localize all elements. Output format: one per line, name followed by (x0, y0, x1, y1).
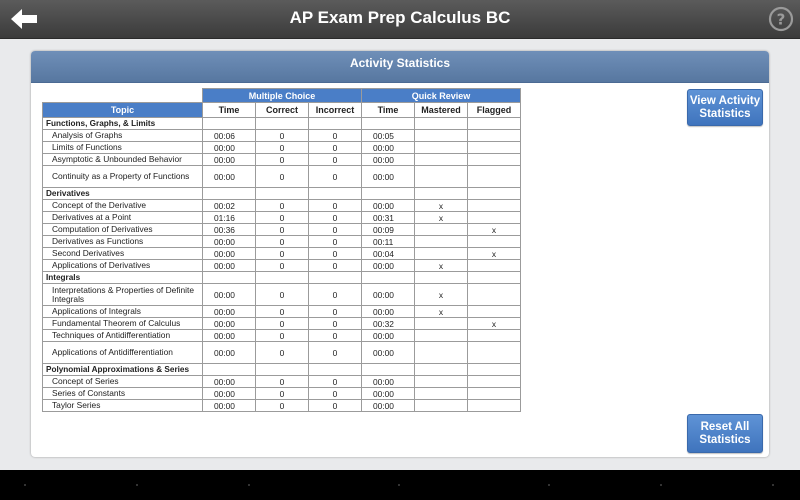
empty-cell (415, 188, 468, 200)
empty-cell (309, 118, 362, 130)
mc-time-cell: 00:00 (203, 342, 256, 364)
nav-dot (398, 484, 400, 486)
flagged-cell (468, 166, 521, 188)
qr-time-cell: 00:00 (362, 166, 415, 188)
correct-cell: 0 (256, 330, 309, 342)
qr-time-cell: 00:05 (362, 130, 415, 142)
table-row (43, 236, 521, 248)
empty-cell (309, 272, 362, 284)
empty-cell (415, 118, 468, 130)
mc-time-cell: 00:00 (203, 318, 256, 330)
incorrect-cell: 0 (309, 248, 362, 260)
incorrect-cell: 0 (309, 236, 362, 248)
correct-cell: 0 (256, 224, 309, 236)
qr-time-cell: 00:00 (362, 400, 415, 412)
flagged-cell (468, 388, 521, 400)
empty-cell (203, 272, 256, 284)
system-nav-bar (0, 470, 800, 500)
section-title: Derivatives (43, 188, 203, 200)
empty-cell (256, 118, 309, 130)
empty-cell (362, 118, 415, 130)
qr-time-cell: 00:00 (362, 142, 415, 154)
mastered-cell (415, 388, 468, 400)
topic-cell: Analysis of Graphs (43, 130, 203, 142)
mc-time-cell: 00:00 (203, 154, 256, 166)
table-row (43, 330, 521, 342)
reset-all-statistics-button[interactable]: Reset All Statistics (687, 414, 763, 453)
topic-cell: Taylor Series (43, 400, 203, 412)
mc-time-cell: 00:00 (203, 260, 256, 272)
mastered-cell (415, 130, 468, 142)
empty-cell (256, 272, 309, 284)
correct-cell: 0 (256, 388, 309, 400)
correct-cell: 0 (256, 306, 309, 318)
empty-cell (309, 188, 362, 200)
mc-time-cell: 00:00 (203, 142, 256, 154)
app-title: AP Exam Prep Calculus BC (289, 8, 511, 27)
table-row (43, 388, 521, 400)
table-row (43, 318, 521, 330)
correct-cell: 0 (256, 142, 309, 154)
mastered-cell (415, 342, 468, 364)
empty-cell (415, 272, 468, 284)
incorrect-cell: 0 (309, 212, 362, 224)
section-row (43, 364, 521, 376)
correct-cell: 0 (256, 400, 309, 412)
topic-cell: Interpretations & Properties of Definite Integrals (43, 284, 203, 306)
mc-time-cell: 00:06 (203, 130, 256, 142)
empty-cell (203, 188, 256, 200)
empty-cell (203, 364, 256, 376)
empty-cell (203, 118, 256, 130)
correct-cell: 0 (256, 342, 309, 364)
mc-time-cell: 00:00 (203, 166, 256, 188)
qr-time-cell: 00:04 (362, 248, 415, 260)
topic-cell: Continuity as a Property of Functions (43, 166, 203, 188)
correct-cell: 0 (256, 376, 309, 388)
qr-time-cell: 00:00 (362, 306, 415, 318)
mc-time-cell: 00:00 (203, 388, 256, 400)
correct-cell: 0 (256, 166, 309, 188)
topic-cell: Derivatives as Functions (43, 236, 203, 248)
mc-time-cell: 00:00 (203, 248, 256, 260)
correct-cell: 0 (256, 200, 309, 212)
topic-cell: Second Derivatives (43, 248, 203, 260)
empty-cell (415, 364, 468, 376)
mastered-cell (415, 142, 468, 154)
table-row (43, 200, 521, 212)
topic-cell: Limits of Functions (43, 142, 203, 154)
flagged-cell (468, 342, 521, 364)
flagged-cell: x (468, 318, 521, 330)
topic-cell: Applications of Antidifferentiation (43, 342, 203, 364)
incorrect-cell: 0 (309, 130, 362, 142)
topic-cell: Series of Constants (43, 388, 203, 400)
mc-time-cell: 00:00 (203, 330, 256, 342)
incorrect-cell: 0 (309, 224, 362, 236)
flagged-cell: x (468, 248, 521, 260)
incorrect-cell: 0 (309, 166, 362, 188)
mc-time-cell: 00:00 (203, 306, 256, 318)
table-row (43, 212, 521, 224)
column-header-qr-time: Time (362, 103, 415, 118)
nav-dot (248, 484, 250, 486)
table-row (43, 376, 521, 388)
empty-cell (468, 188, 521, 200)
empty-cell (309, 364, 362, 376)
group-header-quick-review: Quick Review (362, 89, 521, 103)
correct-cell: 0 (256, 212, 309, 224)
qr-time-cell: 00:32 (362, 318, 415, 330)
topic-cell: Derivatives at a Point (43, 212, 203, 224)
qr-time-cell: 00:09 (362, 224, 415, 236)
incorrect-cell: 0 (309, 376, 362, 388)
incorrect-cell: 0 (309, 154, 362, 166)
mastered-cell (415, 248, 468, 260)
flagged-cell (468, 376, 521, 388)
mastered-cell (415, 330, 468, 342)
table-row (43, 142, 521, 154)
stats-table-body (43, 118, 521, 412)
section-row (43, 188, 521, 200)
table-row (43, 154, 521, 166)
empty-cell (468, 118, 521, 130)
topic-cell: Applications of Integrals (43, 306, 203, 318)
column-header-mc-time: Time (203, 103, 256, 118)
nav-dot (660, 484, 662, 486)
card-title: Activity Statistics (31, 51, 769, 83)
qr-time-cell: 00:00 (362, 388, 415, 400)
table-row (43, 130, 521, 142)
column-header-mastered: Mastered (415, 103, 468, 118)
mastered-cell: x (415, 284, 468, 306)
view-activity-statistics-button[interactable]: View Activity Statistics (687, 89, 763, 126)
mc-time-cell: 00:00 (203, 376, 256, 388)
flagged-cell (468, 200, 521, 212)
flagged-cell: x (468, 224, 521, 236)
mastered-cell: x (415, 306, 468, 318)
table-row (43, 224, 521, 236)
correct-cell: 0 (256, 260, 309, 272)
nav-dot (136, 484, 138, 486)
topic-cell: Asymptotic & Unbounded Behavior (43, 154, 203, 166)
incorrect-cell: 0 (309, 260, 362, 272)
nav-dot (772, 484, 774, 486)
incorrect-cell: 0 (309, 342, 362, 364)
flagged-cell (468, 130, 521, 142)
correct-cell: 0 (256, 130, 309, 142)
flagged-cell (468, 154, 521, 166)
flagged-cell (468, 306, 521, 318)
table-row (43, 284, 521, 306)
section-title: Functions, Graphs, & Limits (43, 118, 203, 130)
mc-time-cell: 00:02 (203, 200, 256, 212)
incorrect-cell: 0 (309, 388, 362, 400)
flagged-cell (468, 212, 521, 224)
empty-cell (362, 188, 415, 200)
qr-time-cell: 00:00 (362, 200, 415, 212)
empty-cell (256, 188, 309, 200)
empty-cell (362, 272, 415, 284)
mastered-cell: x (415, 200, 468, 212)
section-title: Integrals (43, 272, 203, 284)
table-row (43, 260, 521, 272)
correct-cell: 0 (256, 318, 309, 330)
nav-dot (548, 484, 550, 486)
incorrect-cell: 0 (309, 318, 362, 330)
incorrect-cell: 0 (309, 330, 362, 342)
mc-time-cell: 01:16 (203, 212, 256, 224)
mastered-cell: x (415, 212, 468, 224)
mastered-cell (415, 236, 468, 248)
group-header-row (43, 89, 521, 103)
flagged-cell (468, 260, 521, 272)
column-header-flagged: Flagged (468, 103, 521, 118)
table-row (43, 166, 521, 188)
column-header-incorrect: Incorrect (309, 103, 362, 118)
table-row (43, 400, 521, 412)
incorrect-cell: 0 (309, 400, 362, 412)
correct-cell: 0 (256, 236, 309, 248)
mastered-cell (415, 154, 468, 166)
qr-time-cell: 00:00 (362, 342, 415, 364)
correct-cell: 0 (256, 248, 309, 260)
help-button[interactable] (768, 6, 794, 32)
table-row (43, 306, 521, 318)
table-row (43, 248, 521, 260)
flagged-cell (468, 284, 521, 306)
incorrect-cell: 0 (309, 284, 362, 306)
qr-time-cell: 00:00 (362, 284, 415, 306)
section-row (43, 118, 521, 130)
stats-table (42, 88, 521, 412)
incorrect-cell: 0 (309, 306, 362, 318)
topic-cell: Fundamental Theorem of Calculus (43, 318, 203, 330)
help-icon (768, 6, 794, 32)
action-bar (0, 0, 800, 39)
correct-cell: 0 (256, 154, 309, 166)
empty-cell (468, 364, 521, 376)
topic-cell: Concept of Series (43, 376, 203, 388)
mc-time-cell: 00:00 (203, 284, 256, 306)
empty-cell (256, 364, 309, 376)
column-header-row (43, 103, 521, 118)
mastered-cell (415, 376, 468, 388)
topic-cell: Computation of Derivatives (43, 224, 203, 236)
topic-cell: Techniques of Antidifferentiation (43, 330, 203, 342)
group-header-blank (43, 89, 203, 103)
mc-time-cell: 00:36 (203, 224, 256, 236)
activity-statistics-card (31, 51, 769, 457)
qr-time-cell: 00:00 (362, 376, 415, 388)
topic-cell: Applications of Derivatives (43, 260, 203, 272)
qr-time-cell: 00:00 (362, 260, 415, 272)
mastered-cell (415, 318, 468, 330)
mc-time-cell: 00:00 (203, 400, 256, 412)
column-header-topic: Topic (43, 103, 203, 118)
incorrect-cell: 0 (309, 142, 362, 154)
flagged-cell (468, 400, 521, 412)
incorrect-cell: 0 (309, 200, 362, 212)
mastered-cell (415, 400, 468, 412)
stats-table-container[interactable] (42, 88, 522, 424)
qr-time-cell: 00:00 (362, 154, 415, 166)
flagged-cell (468, 236, 521, 248)
table-row (43, 342, 521, 364)
mastered-cell (415, 224, 468, 236)
flagged-cell (468, 330, 521, 342)
correct-cell: 0 (256, 284, 309, 306)
empty-cell (468, 272, 521, 284)
svg-text:?: ? (776, 10, 786, 29)
qr-time-cell: 00:11 (362, 236, 415, 248)
qr-time-cell: 00:31 (362, 212, 415, 224)
mc-time-cell: 00:00 (203, 236, 256, 248)
flagged-cell (468, 142, 521, 154)
mastered-cell: x (415, 260, 468, 272)
empty-cell (362, 364, 415, 376)
column-header-correct: Correct (256, 103, 309, 118)
qr-time-cell: 00:00 (362, 330, 415, 342)
group-header-multiple-choice: Multiple Choice (203, 89, 362, 103)
nav-dot (24, 484, 26, 486)
section-title: Polynomial Approximations & Series (43, 364, 203, 376)
topic-cell: Concept of the Derivative (43, 200, 203, 212)
section-row (43, 272, 521, 284)
mastered-cell (415, 166, 468, 188)
